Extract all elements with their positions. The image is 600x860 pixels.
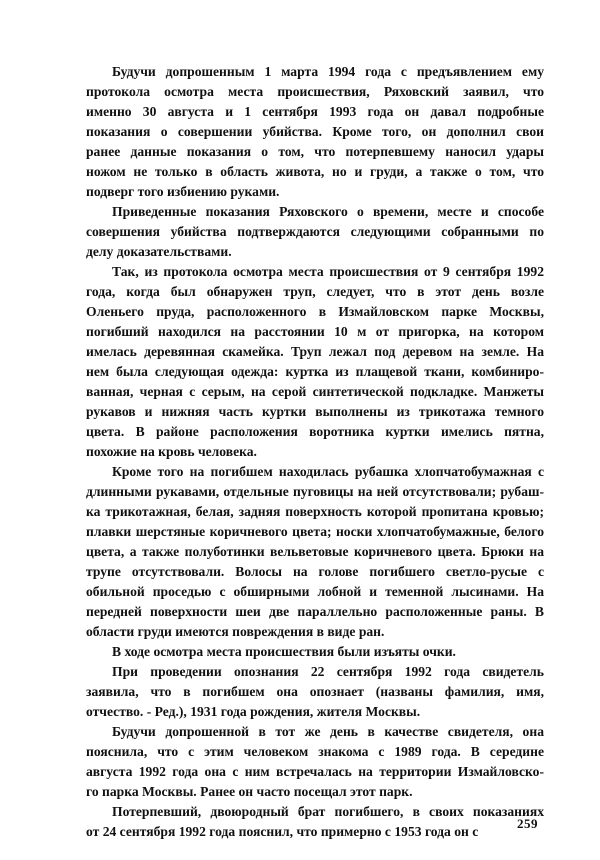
text-line: погибший находился на расстоянии 10 м от пригорка, на котором [86, 324, 544, 339]
text-line: В ходе осмотра места происшествия были изъяты очки. [112, 644, 456, 659]
text-line: Будучи допрошенным 1 марта 1994 года с предъявлением ему [112, 64, 544, 79]
text-line: цвета. В районе расположения воротника куртки имелись пятна, [86, 424, 544, 439]
text-line: Потерпевший, двоюродный брат погибшего, в своих показаниях [112, 804, 544, 819]
text-line: цвета, а также полуботинки вельветовые коричневого цвета. Брюки на [86, 544, 544, 559]
paragraph [60, 642, 544, 662]
text-line: Так, из протокола осмотра места происшествия от 9 сентября 1992 [112, 264, 544, 279]
paragraph [60, 262, 544, 462]
text-line: отчество. - Ред.), 1931 года рождения, жителя Москвы. [86, 704, 421, 719]
text-line: от 24 сентября 1992 года пояснил, что примерно с 1953 года он с [86, 824, 479, 839]
text-line: имелась деревянная скамейка. Труп лежал под деревом на земле. На [86, 344, 544, 359]
text-line: похожие на кровь человека. [86, 444, 257, 459]
text-line: При проведении опознания 22 сентября 1992 года свидетель [112, 664, 544, 679]
text-line: обильной проседью с обширными лобной и теменной лысинами. На [86, 584, 544, 599]
text-line: нем была следующая одежда: куртка из плащевой ткани, комбиниро- [86, 364, 544, 379]
text-line: го парка Москвы. Ранее он часто посещал этот парк. [86, 784, 413, 799]
paragraph [60, 462, 544, 642]
paragraph [60, 662, 544, 722]
paragraph [60, 722, 544, 802]
text-line: рукавов и нижняя часть куртки выполнены из трикотажа темного [86, 404, 544, 419]
paragraph [60, 802, 544, 842]
text-line: Оленьего пруда, расположенного в Измайловском парке Москвы, [86, 304, 544, 319]
body-text [60, 62, 544, 842]
text-line: передней поверхности шеи две параллельно расположенные раны. В [86, 604, 544, 619]
text-line: заявила, что в погибшем она опознает (названы фамилия, имя, [86, 684, 544, 699]
text-line: августа 1992 года она с ним встречалась на территории Измайловско- [86, 764, 544, 779]
text-line: Приведенные показания Ряховского о времени, месте и способе [112, 204, 544, 219]
text-line: делу доказательствами. [86, 244, 232, 259]
text-line: протокола осмотра места происшествия, Ряховский заявил, что [86, 84, 544, 99]
text-line: совершения убийства подтверждаются следующими собранными по [86, 224, 544, 239]
text-line: ванная, черная с серым, на серой синтетической подкладке. Манжеты [86, 384, 544, 399]
text-line: плавки шерстяные коричневого цвета; носки хлопчатобумажные, белого [86, 524, 544, 539]
text-line: длинными рукавами, отдельные пуговицы на ней отсутствовали; рубаш- [86, 484, 544, 499]
text-line: подверг того избиению руками. [86, 184, 280, 199]
text-line: Будучи допрошенной в тот же день в качестве свидетеля, она [112, 724, 544, 739]
paragraph [60, 202, 544, 262]
text-line: Кроме того на погибшем находилась рубашка хлопчатобумажная с [112, 464, 544, 479]
text-line: трупе отсутствовали. Волосы на голове погибшего светло-русые с [86, 564, 544, 579]
text-line: ножом не только в область живота, но и груди, а также о том, что [86, 164, 544, 179]
text-line: показания о совершении убийства. Кроме того, он дополнил свои [86, 124, 544, 139]
text-line: области груди имеются повреждения в виде ран. [86, 624, 385, 639]
text-line: именно 30 августа и 1 сентября 1993 года он давал подробные [86, 104, 544, 119]
paragraph [60, 62, 544, 202]
text-line: ранее данные показания о том, что потерпевшему наносил удары [86, 144, 544, 159]
text-line: года, когда был обнаружен труп, следует, что в этот день возле [86, 284, 544, 299]
text-line: пояснила, что с этим человеком знакома с 1989 года. В середине [86, 744, 544, 759]
page-number: 259 [517, 816, 538, 831]
text-line: ка трикотажная, белая, задняя поверхность которой пропитана кровью; [86, 504, 544, 519]
